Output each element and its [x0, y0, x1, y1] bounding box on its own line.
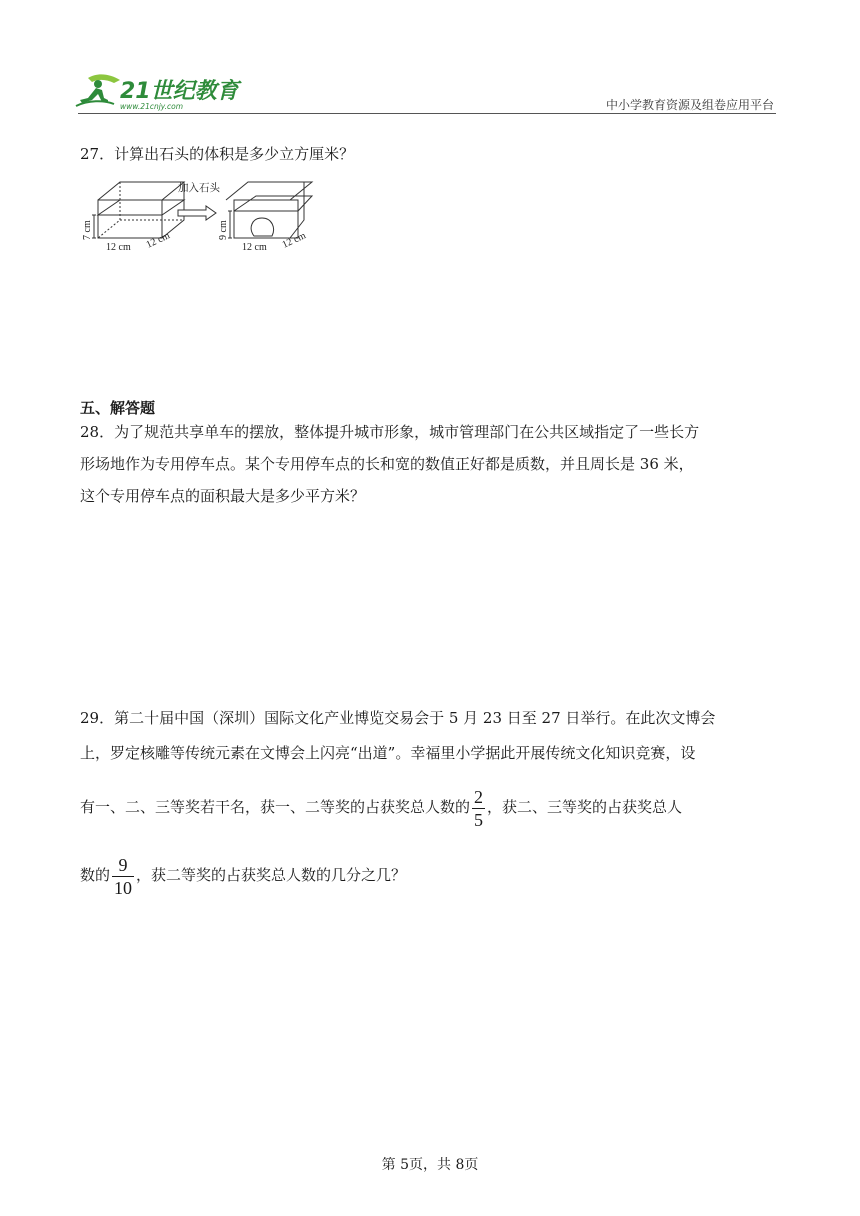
question-29-text: ，获二、三等奖的占获奖总人 [487, 798, 683, 816]
site-logo [74, 70, 244, 112]
stone-shape [251, 218, 273, 236]
height-after-label: 9 cm [218, 220, 229, 240]
width-label-before: 12 cm [144, 230, 172, 251]
question-28-line: 形场地作为专用停车点。某个专用停车点的长和宽的数值正好都是质数，并且周长是 36 米， [80, 455, 694, 473]
fraction-two-fifths [472, 786, 485, 831]
question-28-line: 28．为了规范共享单车的摆放，整体提升城市形象，城市管理部门在公共区域指定了一些长方 [80, 423, 700, 441]
question-29-text: 数的 [80, 866, 111, 884]
section-title: 五、解答题 [80, 399, 156, 417]
question-29-line-3 [80, 782, 780, 832]
arrow-label: 加入石头 [178, 183, 220, 194]
question-29-line-1: 29．第二十届中国（深圳）国际文化产业博览交易会于 5 月 23 日至 27 日举行。在此次文博会 [80, 709, 716, 727]
length-label-after: 12 cm [242, 242, 267, 253]
page-number: 第 5页，共 8页 [381, 1157, 479, 1173]
container-before [98, 182, 184, 238]
container-after [226, 182, 312, 238]
fraction-denominator: 5 [474, 809, 484, 830]
question-29-line-2: 上，罗定核雕等传统元素在文博会上闪亮“出道”。幸福里小学据此开展传统文化知识竞赛，设 [80, 744, 696, 762]
runner-icon [76, 74, 120, 106]
question-29-text: 有一、二、三等奖若干名，获一、二等奖的占获奖总人数的 [80, 798, 471, 816]
fraction-denominator: 10 [114, 877, 133, 898]
length-label-before: 12 cm [106, 242, 131, 253]
question-28 [80, 416, 780, 512]
height-before-label: 7 cm [82, 220, 93, 240]
question-27: 27．计算出石头的体积是多少立方厘米？ [80, 145, 355, 163]
fraction-numerator: 9 [118, 854, 128, 875]
fraction-numerator: 2 [474, 786, 484, 807]
platform-name: 中小学教育资源及组卷应用平台 [605, 98, 774, 112]
question-29-text: ，获二等奖的占获奖总人数的几分之几？ [136, 866, 407, 884]
header-divider [78, 113, 776, 114]
question-28-line: 这个专用停车点的面积最大是多少平方米？ [80, 487, 366, 505]
logo-text: 21世纪教育 [120, 79, 239, 104]
logo-url: www.21cnjy.com [120, 102, 184, 111]
question-29-line-4 [80, 850, 780, 900]
fraction-nine-tenths [112, 854, 134, 899]
width-label-after: 12 cm [280, 230, 308, 251]
stone-volume-figure [78, 178, 318, 258]
